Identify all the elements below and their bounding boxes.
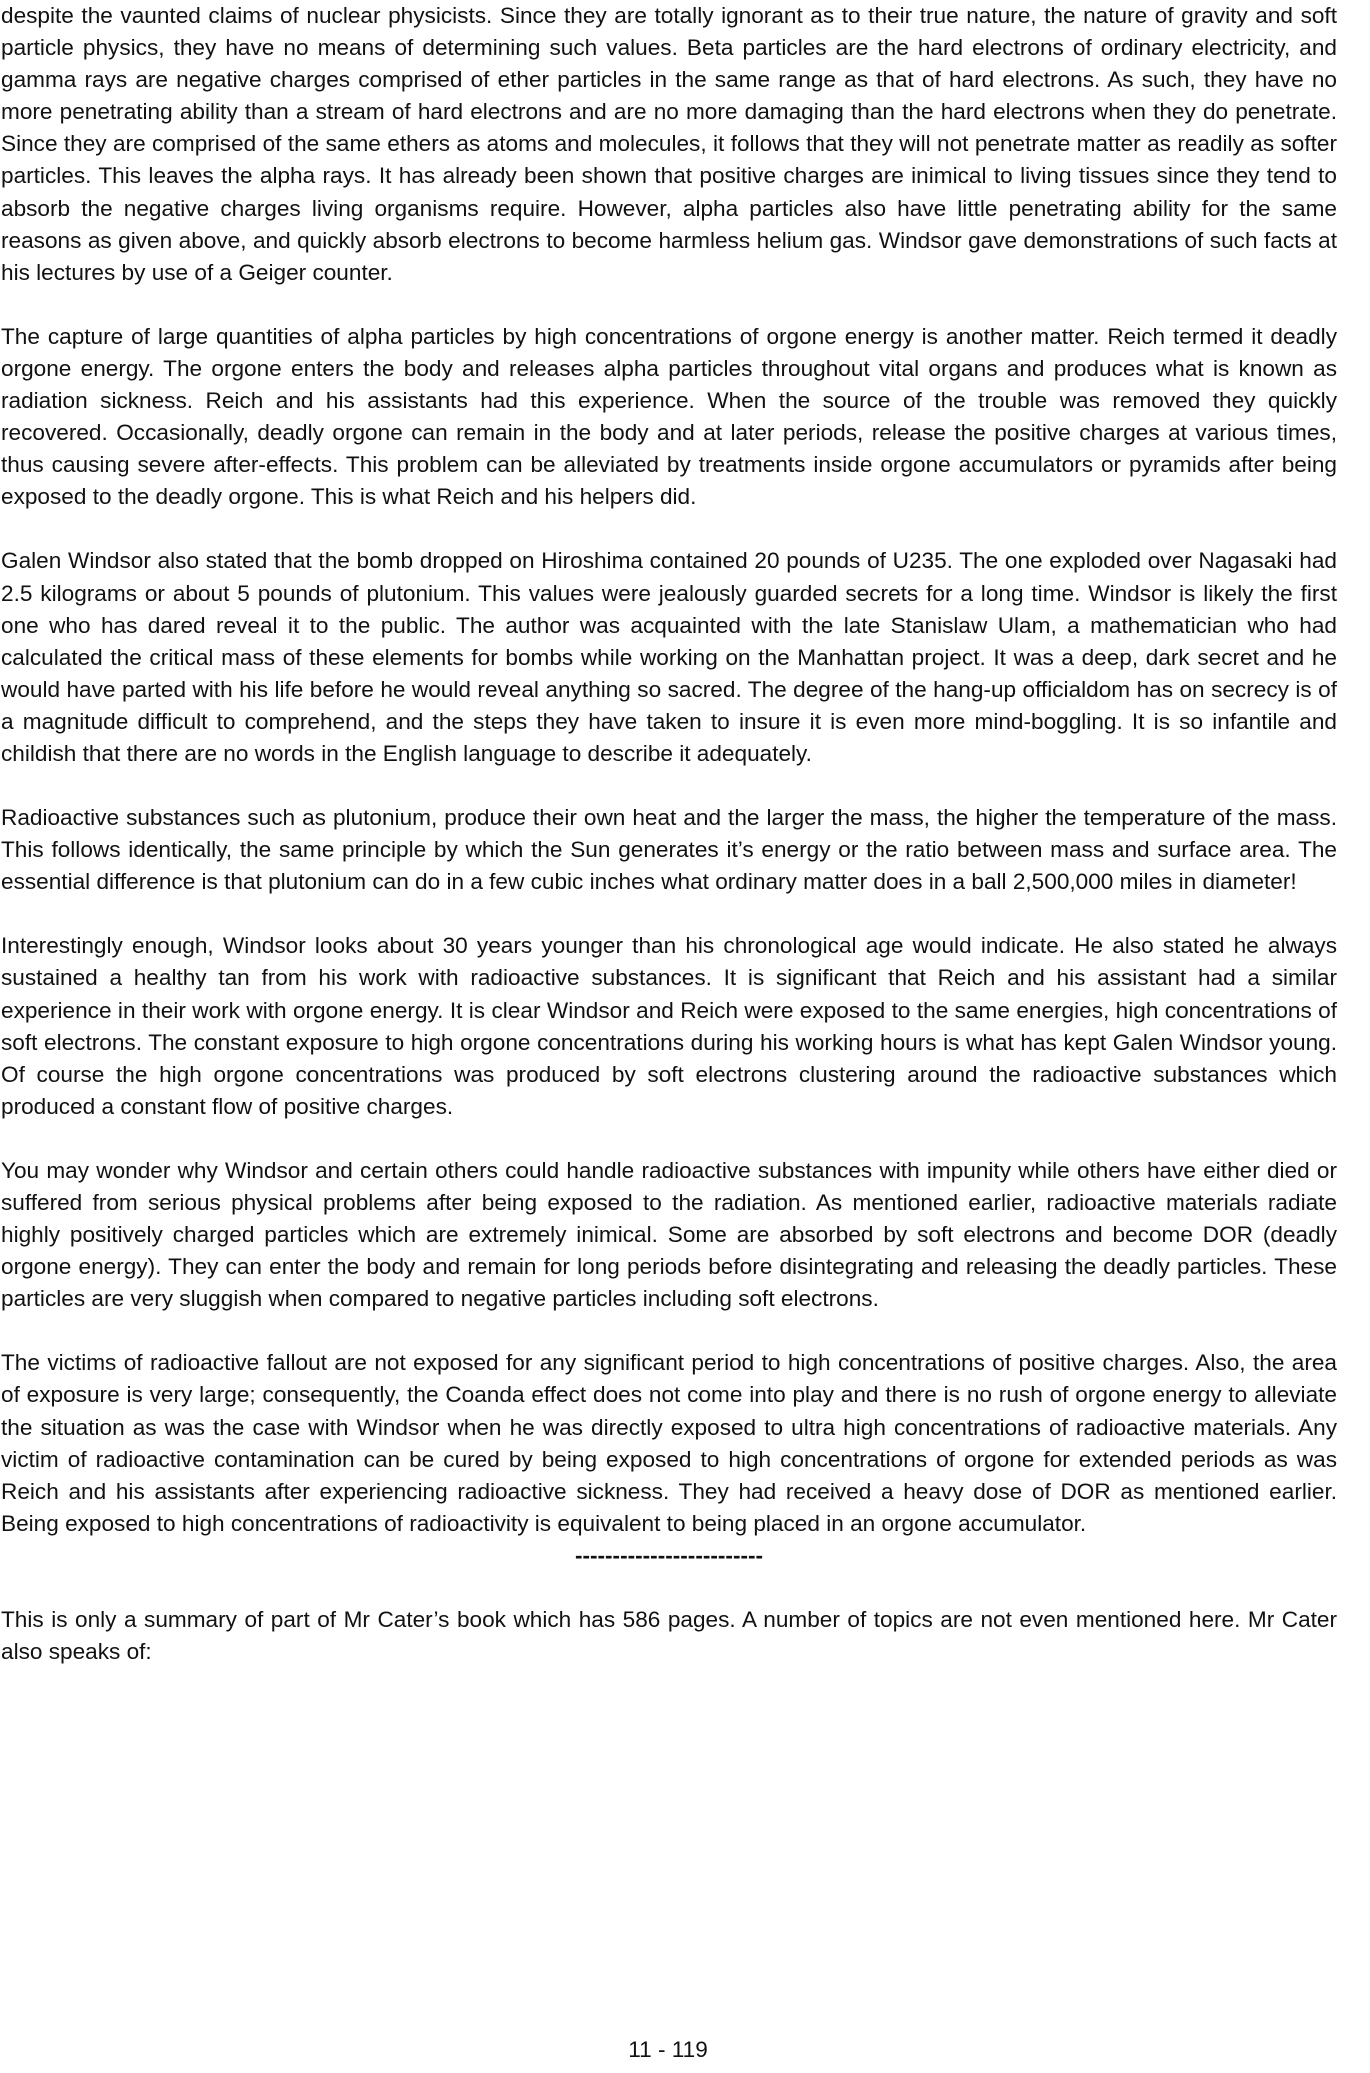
document-body <box>1 0 1337 1668</box>
paragraph-radioactive-heat: Radioactive substances such as plutonium, produce their own heat and the larger the mass, the higher the temperature of the mass. This follows identically, the same principle by which the Sun generates it’s energy or the ratio between mass and surface area. The essential difference is that plutonium can do in a few cubic inches what ordinary matter does in a ball 2,500,000 miles in diameter! <box>1 805 1337 895</box>
paragraph-deadly-orgone: The capture of large quantities of alpha particles by high concentrations of orgone energy is another matter. Reich termed it deadly orgone energy. The orgone enters the body and releases alpha particles throughout vital organs and produces what is known as radiation sickness. Reich and his assistants had this experience. When the source of the trouble was removed they quickly recovered. Occasionally, deadly orgone can remain in the body and at later periods, release the positive charges at various times, thus causing severe after-effects. This problem can be alleviated by treatments inside orgone accumulators or pyramids after being exposed to the deadly orgone. This is what Reich and his helpers did. <box>1 323 1337 510</box>
page-number: 11 - 119 <box>628 2037 708 2062</box>
paragraph-closing-summary: This is only a summary of part of Mr Cater’s book which has 586 pages. A number of topics are not even mentioned here. Mr Cater also speaks of: <box>1 1607 1337 1665</box>
paragraph-windsor-youth: Interestingly enough, Windsor looks about 30 years younger than his chronological age would indicate. He also stated he always sustained a healthy tan from his work with radioactive substances. It is significant that Reich and his assistant had a similar experience in their work with orgone energy. It is clear Windsor and Reich were exposed to the same energies, high concentrations of soft electrons. The constant exposure to high orgone concentrations during his working hours is what has kept Galen Windsor young. Of course the high orgone concentrations was produced by soft electrons clustering around the radioactive substances which produced a constant flow of positive charges. <box>1 933 1337 1119</box>
paragraph-bomb-secrets: Galen Windsor also stated that the bomb dropped on Hiroshima contained 20 pounds of U235. The one exploded over Nagasaki had 2.5 kilograms or about 5 pounds of plutonium. This values were jealously guarded secrets for a long time. Windsor is likely the first one who has dared reveal it to the public. The author was acquainted with the late Stanislaw Ulam, a mathematician who had calculated the critical mass of these elements for bombs while working on the Manhattan project. It was a deep, dark secret and he would have parted with his life before he would reveal anything so sacred. The degree of the hang-up officialdom has on secrecy is of a magnitude difficult to comprehend, and the steps they have taken to insure it is even more mind-boggling. It is so infantile and childish that there are no words in the English language to describe it adequately. <box>1 548 1337 766</box>
paragraph-impunity: You may wonder why Windsor and certain others could handle radioactive substances with impunity while others have either died or suffered from serious physical problems after being exposed to the radiation. As mentioned earlier, radioactive materials radiate highly positively charged particles which are extremely inimical. Some are absorbed by soft electrons and become DOR (deadly orgone energy). They can enter the body and remain for long periods before disintegrating and releasing the deadly particles. These particles are very sluggish when compared to negative particles including soft electrons. <box>1 1157 1337 1312</box>
paragraph-fallout-victims: The victims of radioactive fallout are not exposed for any significant period to high concentrations of positive charges. Also, the area of exposure is very large; consequently, the Coanda effect does not come into play and there is no rush of orgone energy to alleviate the situation as was the case with Windsor when he was directly exposed to ultra high concentrations of radioactive materials. Any victim of radioactive contamination can be cured by being exposed to high concentrations of orgone for extended periods as was Reich and his assistants after experiencing radioactive sickness. They had received a heavy dose of DOR as mentioned earlier. Being exposed to high concentrations of radioactivity is equivalent to being placed in an orgone accumulator. <box>1 1350 1337 1536</box>
section-divider: ------------------------- <box>574 1542 764 1568</box>
paragraph-radiation-types: despite the vaunted claims of nuclear physicists. Since they are totally ignorant as to their true nature, the nature of gravity and soft particle physics, they have no means of determining such values. Beta particles are the hard electrons of ordinary electricity, and gamma rays are negative charges comprised of ether particles in the same range as that of hard electrons. As such, they have no more penetrating ability than a stream of hard electrons and are no more damaging than the hard electrons when they do penetrate. Since they are comprised of the same ethers as atoms and molecules, it follows that they will not penetrate matter as readily as softer particles. This leaves the alpha rays. It has already been shown that positive charges are inimical to living tissues since they tend to absorb the negative charges living organisms require. However, alpha particles also have little penetrating ability for the same reasons as given above, and quickly absorb electrons to become harmless helium gas. Windsor gave demonstrations of such facts at his lectures by use of a Geiger counter. <box>1 3 1337 285</box>
